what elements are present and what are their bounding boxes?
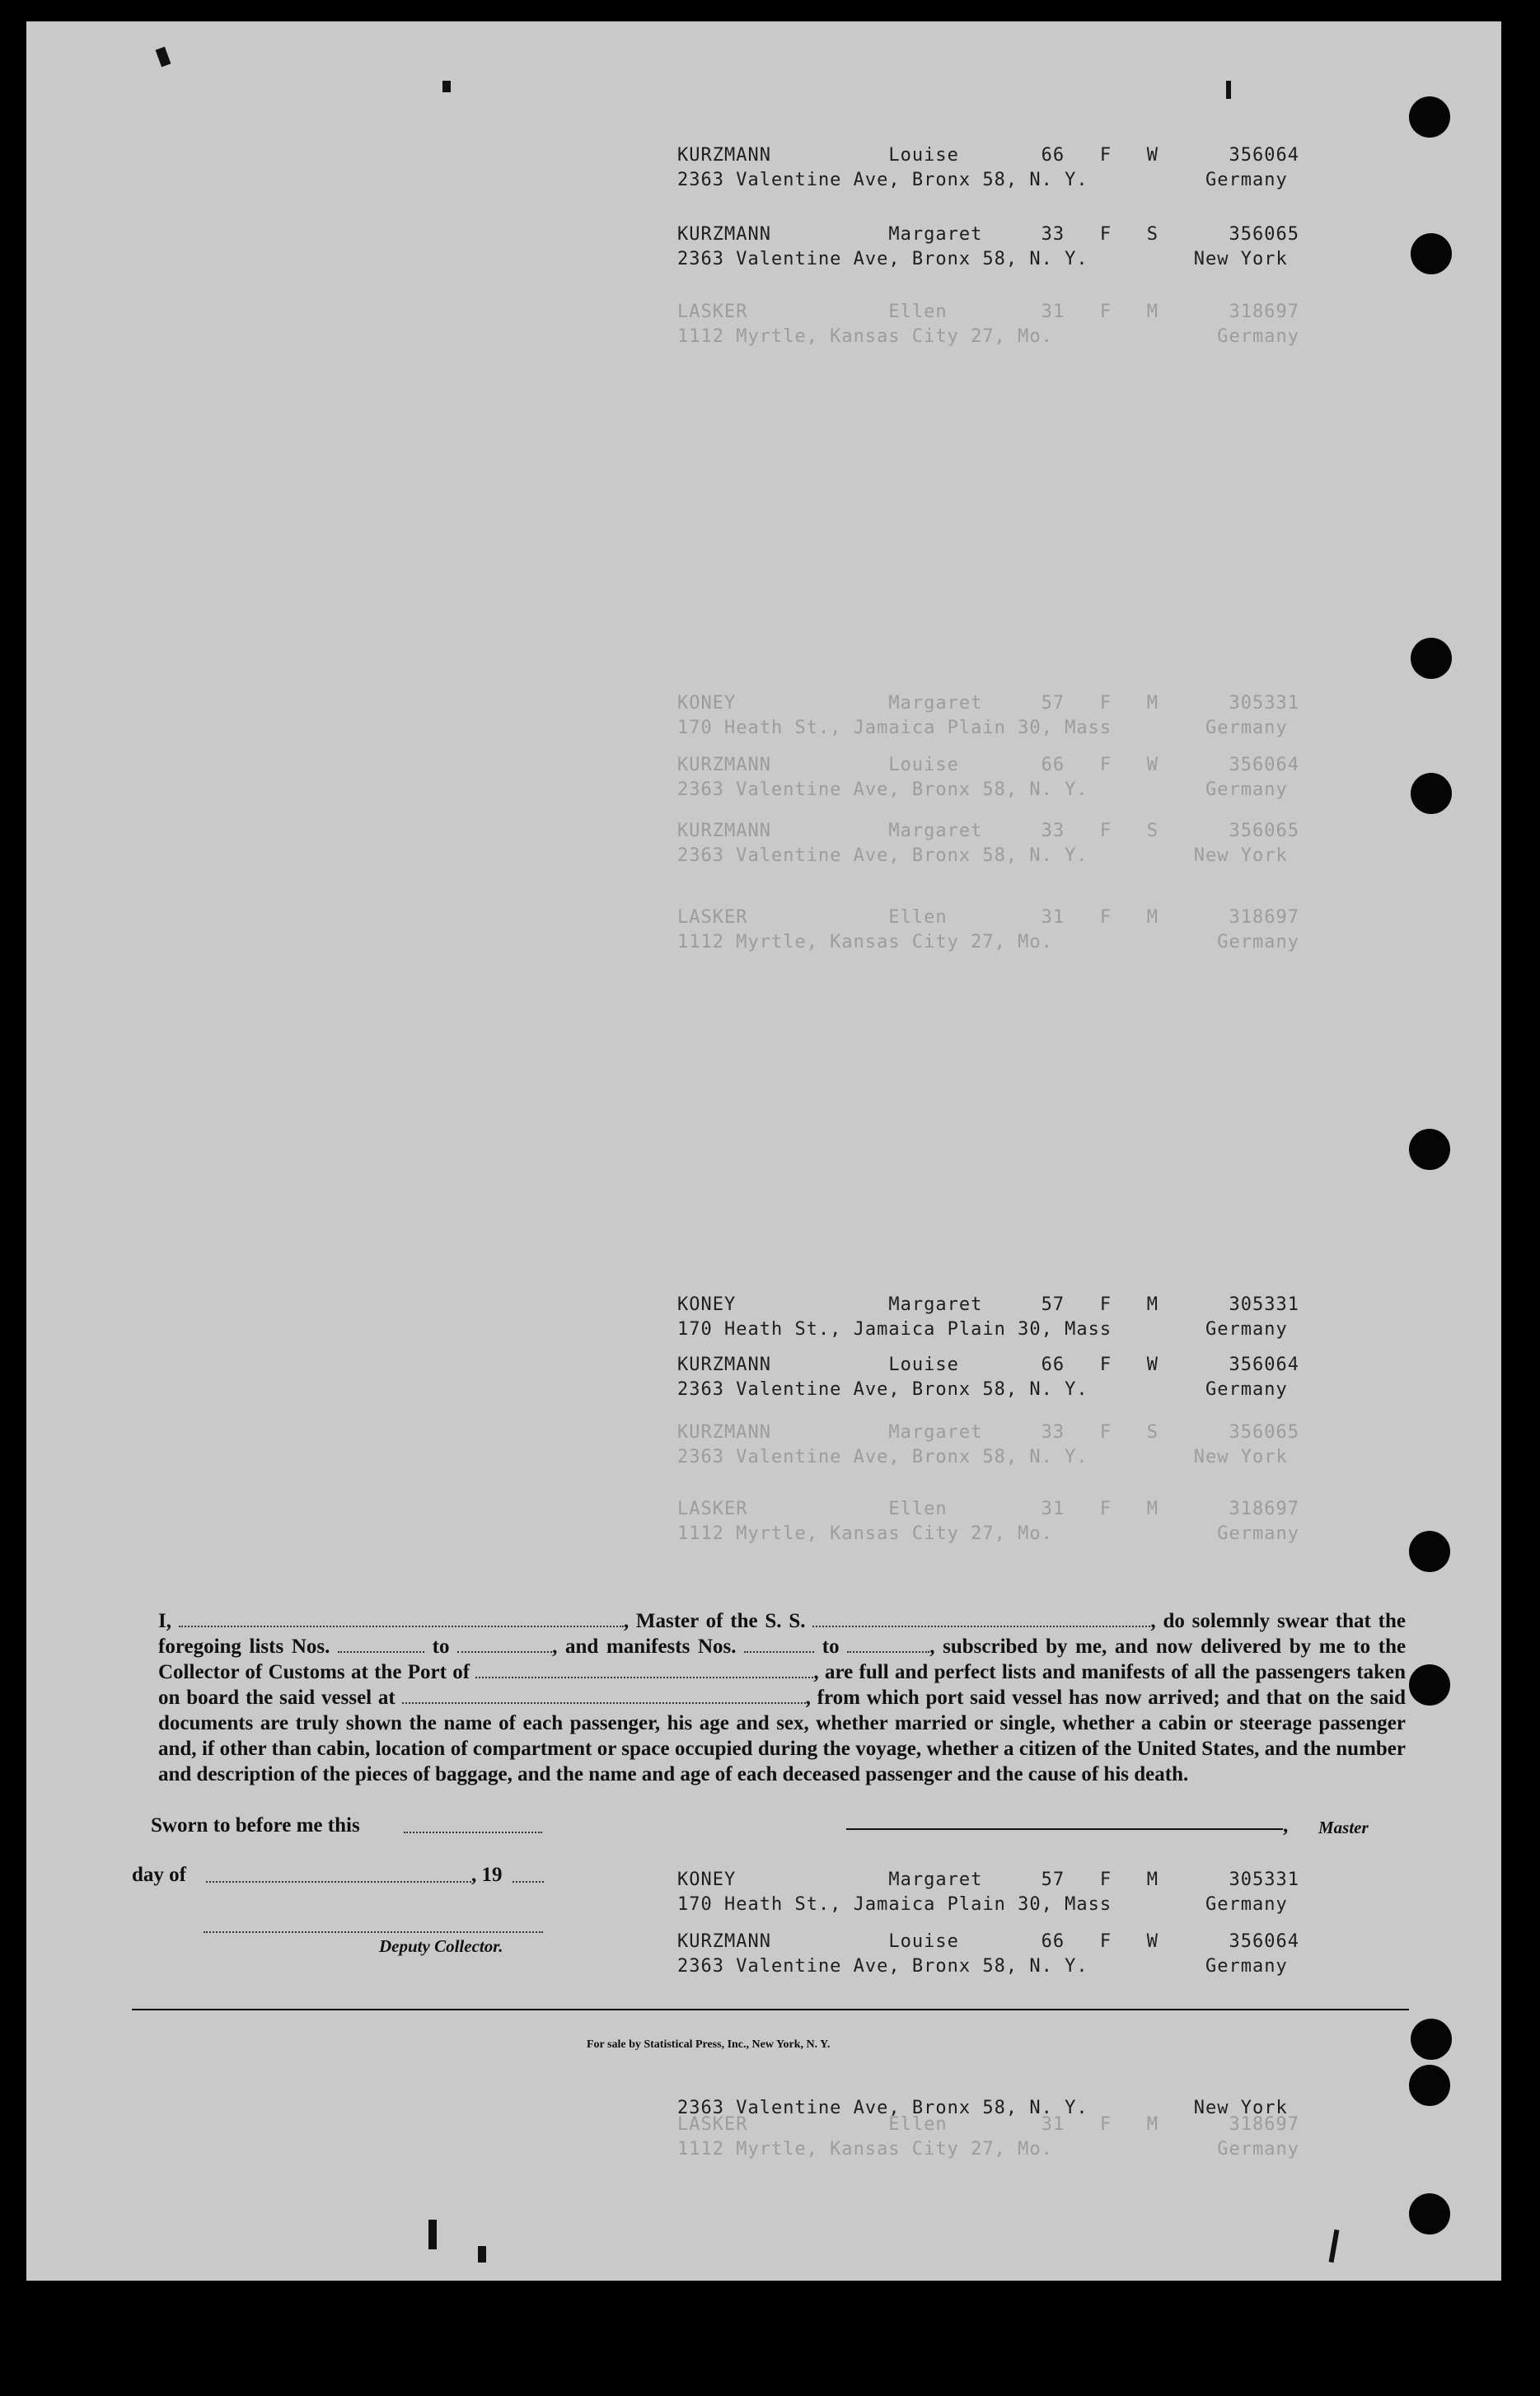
blank-line: [338, 1636, 424, 1653]
record-name-line: LASKER Ellen 31 F M 318697: [677, 1499, 1299, 1519]
record-name-line: KURZMANN Louise 66 F W 356064: [677, 755, 1299, 775]
manifest-sheet: [26, 21, 1501, 2281]
record-address-line: 1112 Myrtle, Kansas City 27, Mo. Germany: [677, 2139, 1299, 2160]
record-name-line: KURZMANN Margaret 33 F S 356065: [677, 1422, 1299, 1443]
binder-hole: [1409, 96, 1450, 138]
ink-mark: [428, 2220, 437, 2249]
record-address-line: 2363 Valentine Ave, Bronx 58, N. Y. Germany: [677, 779, 1288, 800]
oath-text: , from which: [805, 1687, 920, 1709]
ink-mark: [1226, 81, 1231, 99]
master-label: Master: [1318, 1818, 1369, 1837]
record-address-line: 2363 Valentine Ave, Bronx 58, N. Y. New York: [677, 845, 1288, 866]
record-address-line: 2363 Valentine Ave, Bronx 58, N. Y. New York: [677, 249, 1288, 269]
oath-text: , and manifests Nos.: [552, 1636, 737, 1658]
oath-text: to: [821, 1636, 840, 1658]
record-address-line: 170 Heath St., Jamaica Plain 30, Mass Germany: [677, 718, 1288, 738]
printer-credit: For sale by Statistical Press, Inc., New York, N. Y.: [587, 2038, 831, 2051]
oath-text: delivered by me to the Collector of Customs at the Port of: [158, 1636, 1407, 1683]
binder-hole: [1411, 2019, 1452, 2060]
record-name-line: LASKER Ellen 31 F M 318697: [677, 2114, 1299, 2135]
binder-hole: [1409, 1129, 1450, 1170]
record-name-line: [677, 2073, 1276, 2094]
record-name-line: KURZMANN Margaret 33 F S 356065: [677, 224, 1299, 245]
sworn-label: Sworn to before me this: [151, 1814, 360, 1837]
record-name-line: KONEY Margaret 57 F M 305331: [677, 1294, 1299, 1315]
blank-line: [457, 1636, 552, 1653]
binder-hole: [1409, 2193, 1450, 2235]
oath-text: manifests of all the passengers taken on board the said vessel at: [158, 1661, 1407, 1709]
record-name-line: KURZMANN Margaret 33 F S 356065: [677, 821, 1299, 841]
day-of-label: day of: [132, 1864, 186, 1886]
record-address-line: 1112 Myrtle, Kansas City 27, Mo. Germany: [677, 1523, 1299, 1544]
oath-text: I,: [158, 1610, 171, 1632]
binder-hole: [1411, 233, 1452, 274]
oath-text: , do solemnly: [1150, 1610, 1271, 1632]
year-blank: [513, 1881, 544, 1883]
ink-mark: [156, 47, 171, 68]
blank-line: [475, 1662, 813, 1678]
record-address-line: 170 Heath St., Jamaica Plain 30, Mass Germany: [677, 1319, 1288, 1340]
record-address-line: 170 Heath St., Jamaica Plain 30, Mass Germany: [677, 1894, 1288, 1915]
blank-line: [179, 1611, 624, 1627]
oath-text: swear that the foregoing lists Nos.: [158, 1610, 1407, 1658]
record-name-line: KONEY Margaret 57 F M 305331: [677, 693, 1299, 714]
ink-mark: [1329, 2230, 1340, 2263]
oath-paragraph: [158, 1608, 1406, 1787]
binder-hole: [1409, 1531, 1450, 1572]
record-name-line: LASKER Ellen 31 F M 318697: [677, 907, 1299, 928]
record-address-line: 2363 Valentine Ave, Bronx 58, N. Y. New York: [677, 1447, 1288, 1467]
record-address-line: 1112 Myrtle, Kansas City 27, Mo. Germany: [677, 932, 1299, 952]
record-address-line: 2363 Valentine Ave, Bronx 58, N. Y. New York: [677, 2098, 1288, 2118]
year-label: , 19: [471, 1864, 503, 1886]
ink-mark: [442, 81, 451, 92]
binder-hole: [1409, 1664, 1450, 1706]
oath-text: port said vessel has now arrived; and that on the said documents are truly shown the name of each passenger, his age and sex, whether married or single, whether a cabin or steerage passenger and, if other than cabin, location of compartment or space occupied during the voyage, whether a citizen of the United States, and the number and description of the pieces of baggage, and the name and age of each deceased passenger and the cause of his death.: [158, 1687, 1407, 1785]
sworn-blank: [404, 1832, 542, 1833]
deputy-signature-line: [204, 1931, 543, 1933]
record-name-line: KONEY Margaret 57 F M 305331: [677, 1870, 1299, 1890]
record-name-line: KURZMANN Louise 66 F W 356064: [677, 1355, 1299, 1375]
record-address-line: 1112 Myrtle, Kansas City 27, Mo. Germany: [677, 326, 1299, 347]
master-signature-line: [846, 1828, 1283, 1830]
record-address-line: 2363 Valentine Ave, Bronx 58, N. Y. Germany: [677, 1379, 1288, 1400]
oath-text: , are full and perfect lists and: [813, 1661, 1076, 1683]
blank-line: [402, 1687, 806, 1704]
blank-line: [812, 1611, 1150, 1627]
oath-text: , Master of the S. S.: [623, 1610, 806, 1632]
binder-hole: [1411, 638, 1452, 679]
footer-rule: [132, 2009, 1409, 2010]
deputy-label: Deputy Collector.: [379, 1936, 503, 1956]
record-name-line: KURZMANN Louise 66 F W 356064: [677, 1931, 1299, 1952]
binder-hole: [1409, 2065, 1450, 2106]
day-blank: [206, 1881, 471, 1883]
oath-text: to: [432, 1636, 450, 1658]
ink-mark: [478, 2246, 486, 2263]
master-comma: ,: [1283, 1814, 1289, 1837]
oath-text: , subscribed by me, and now: [929, 1636, 1193, 1658]
binder-hole: [1411, 773, 1452, 814]
record-address-line: 2363 Valentine Ave, Bronx 58, N. Y. Germany: [677, 1956, 1288, 1977]
record-name-line: LASKER Ellen 31 F M 318697: [677, 302, 1299, 322]
blank-line: [847, 1636, 929, 1653]
record-name-line: KURZMANN Louise 66 F W 356064: [677, 145, 1299, 166]
blank-line: [744, 1636, 814, 1653]
record-address-line: 2363 Valentine Ave, Bronx 58, N. Y. Germany: [677, 170, 1288, 190]
